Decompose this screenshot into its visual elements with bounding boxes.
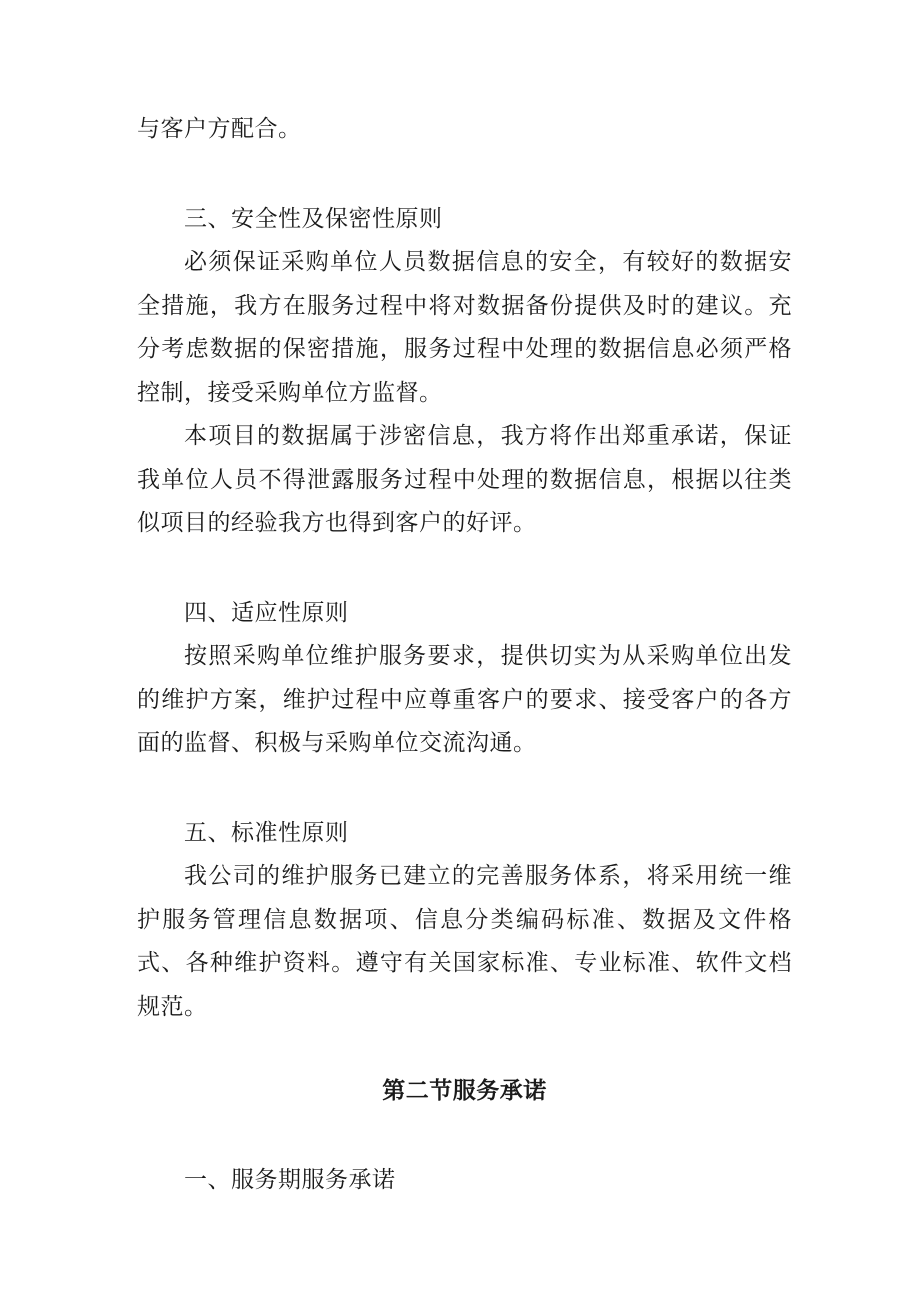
continuation-paragraph: 与客户方配合。 — [137, 116, 302, 142]
section-3-heading: 三、安全性及保密性原则 — [184, 205, 443, 232]
spacer — [137, 766, 792, 812]
section-3-paragraph-2: 本项目的数据属于涉密信息，我方将作出郑重承诺，保证我单位人员不得泄露服务过程中处理的数据信息，根据以往类似项目的经验我方也得到客户的好评。 — [137, 423, 792, 536]
spacer — [137, 546, 792, 592]
subsection-1-heading: 一、服务期服务承诺 — [184, 1166, 396, 1193]
spacer — [137, 152, 792, 198]
spacer — [137, 1113, 792, 1159]
section-4-heading: 四、适应性原则 — [184, 599, 349, 626]
section-3-paragraph-1: 必须保证采购单位人员数据信息的安全，有较好的数据安全措施，我方在服务过程中将对数据备份提供及时的建议。充分考虑数据的保密措施，服务过程中处理的数据信息必须严格控制，接受采购单位方监督。 — [137, 249, 792, 406]
section-5-paragraph-1: 我公司的维护服务已建立的完善服务体系，将采用统一维护服务管理信息数据项、信息分类编码标准、数据及文件格式、各种维护资料。遵守有关国家标准、专业标准、软件文档规范。 — [137, 863, 792, 1020]
section-4-paragraph-1: 按照采购单位维护服务要求，提供切实为从采购单位出发的维护方案，维护过程中应尊重客户的要求、接受客户的各方面的监督、积极与采购单位交流沟通。 — [137, 643, 792, 756]
chapter-title: 第二节服务承诺 — [382, 1077, 547, 1104]
document-page — [137, 108, 792, 1202]
spacer — [137, 1029, 792, 1069]
section-5-heading: 五、标准性原则 — [184, 819, 349, 846]
